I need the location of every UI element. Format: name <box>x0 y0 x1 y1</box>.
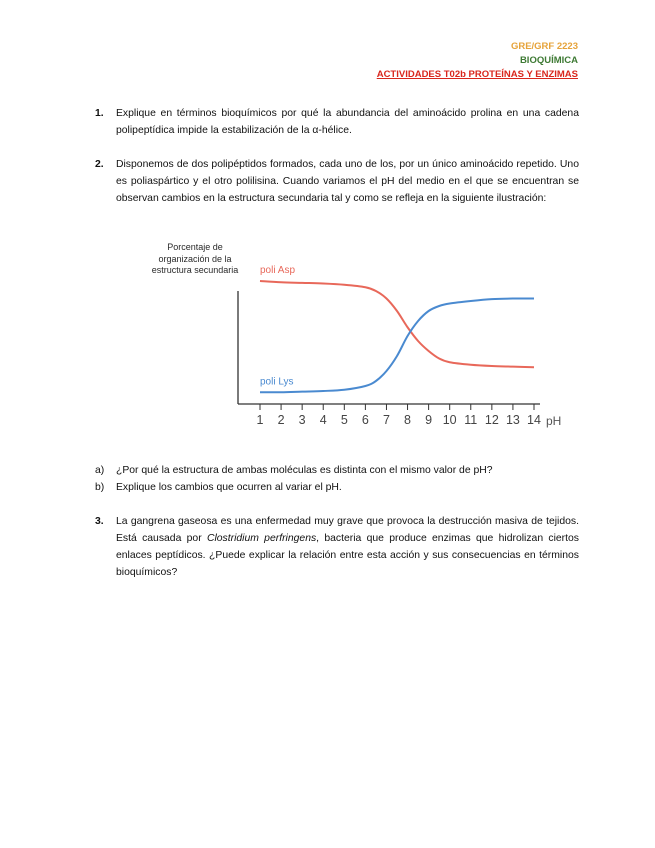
question-text: La gangrena gaseosa es una enfermedad muy grave que provoca la destrucción masiva de tejidos. Está causada por Clostridium perfringens, bacteria que produce enzimas que hidrolizan ciertos enlaces peptídicos. ¿Puede explicar la relación entre esta acción y sus consecuencias en términos bioquímicos? <box>116 516 579 578</box>
x-tick-label: 13 <box>505 413 520 427</box>
subquestion-b <box>95 479 579 496</box>
question-text: Explique en términos bioquímicos por qué la abundancia del aminoácido prolina en una cadena polipeptídica impide la estabilización de la α-hélice. <box>116 108 579 136</box>
activity-title: ACTIVIDADES T02b PROTEÍNAS Y ENZIMAS <box>376 69 578 80</box>
question-number: 1. <box>95 108 104 119</box>
question-number: 2. <box>95 159 104 170</box>
series-label-0: poli Asp <box>260 265 296 276</box>
question-number: 3. <box>95 516 104 527</box>
x-tick-label: 8 <box>404 413 412 427</box>
question-2 <box>95 156 579 207</box>
x-tick-label: 14 <box>527 413 541 427</box>
question-3 <box>95 513 579 581</box>
subquestion-text: Explique los cambios que ocurren al variar el pH. <box>116 482 342 493</box>
x-tick-label: 10 <box>442 413 457 427</box>
x-tick-label: 1 <box>256 413 264 427</box>
x-tick-label: 5 <box>340 413 348 427</box>
x-tick-label: 6 <box>361 413 369 427</box>
subquestion-text: ¿Por qué la estructura de ambas moléculas es distinta con el mismo valor de pH? <box>116 465 493 476</box>
x-tick-label: 9 <box>425 413 433 427</box>
series-label-1: poli Lys <box>260 376 294 388</box>
chart-y-axis-label: Porcentaje de organización de la estructura secundaria <box>151 242 239 275</box>
subquestion-label: b) <box>95 482 105 493</box>
organism-name: Clostridium perfringens <box>206 533 317 544</box>
x-tick-label: 12 <box>484 413 499 427</box>
course-code: GRE/GRF 2223 <box>510 41 578 52</box>
subquestion-a <box>95 462 579 479</box>
document-header <box>377 40 578 82</box>
x-tick-label: 4 <box>319 413 327 427</box>
x-tick-label: 3 <box>298 413 306 427</box>
chart-svg <box>140 236 570 436</box>
x-tick-label: 2 <box>277 413 285 427</box>
question-2-subquestions <box>95 462 579 496</box>
x-axis-label: pH <box>546 414 562 428</box>
subject-name: BIOQUÍMICA <box>519 55 578 66</box>
x-tick-label: 11 <box>464 413 478 427</box>
subquestion-label: a) <box>95 465 105 476</box>
x-tick-label: 7 <box>382 413 390 427</box>
question-text: Disponemos de dos polipéptidos formados, cada uno de los, por un único aminoácido repetido. Uno es poliaspártico y el otro polilisina. Cuando variamos el pH del medio en el que se encuentran se observan cambios en la estructura secundaria tal y como se refleja en la siguiente ilustración: <box>116 159 579 204</box>
question-1 <box>95 105 579 139</box>
secondary-structure-ph-chart <box>140 236 570 436</box>
